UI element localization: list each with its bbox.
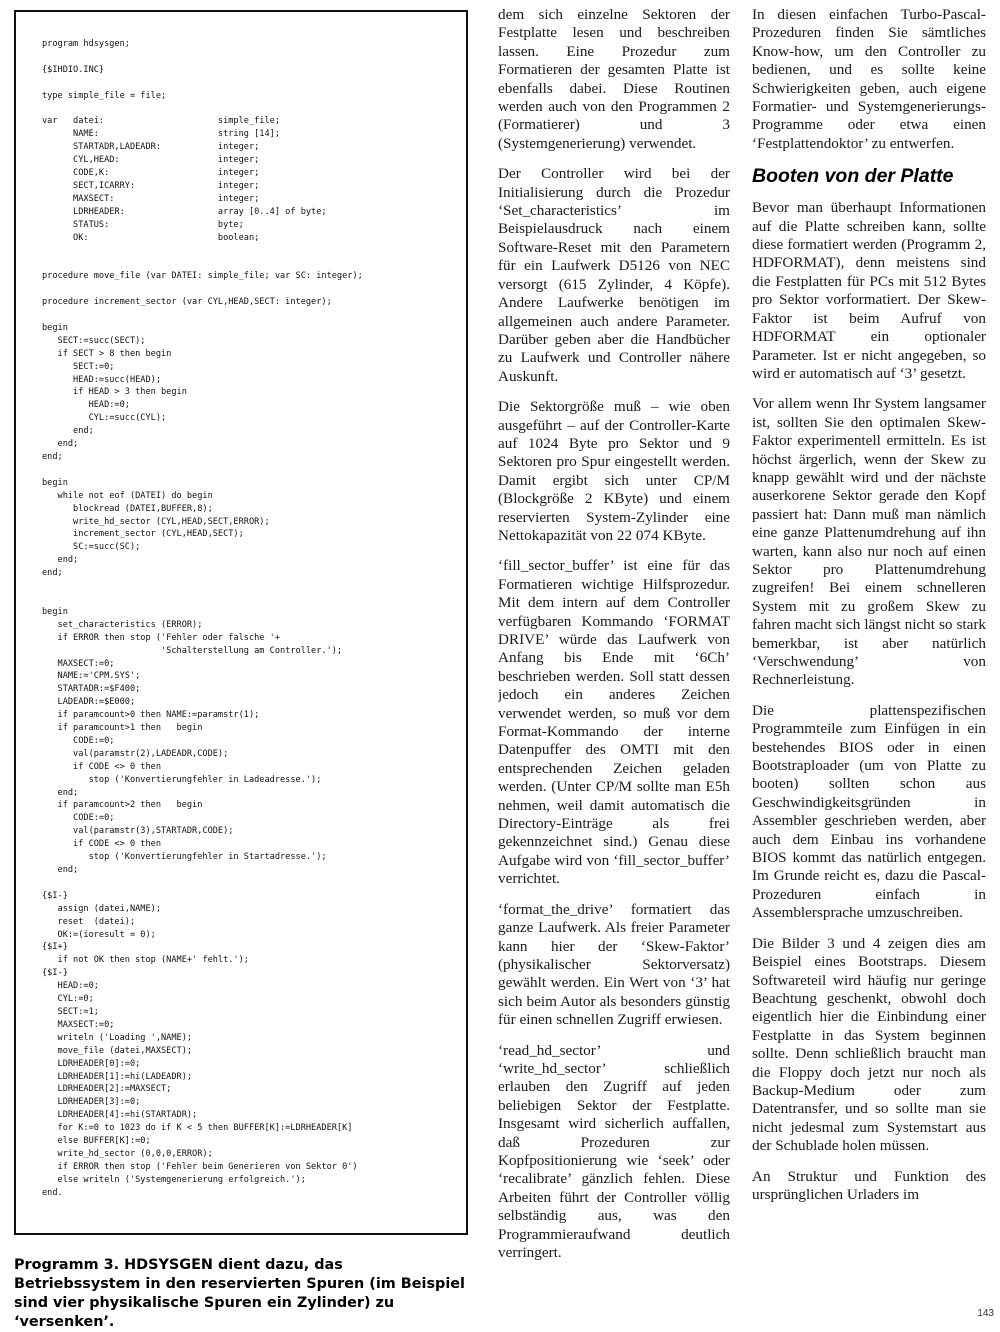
paragraph: Die Bilder 3 und 4 zeigen dies am Beispiel eines Bootstraps. Diesem Softwareteil wird häufig nur geringe Beachtung geschenkt, obwohl doch eigentlich hier die Einbindung einer Festplatte in das System beginnen sollte. Denn schließlich braucht man die Floppy doch jetzt nur noch als Backup-Medium oder zum Datentransfer, und so sollte man sie nicht jedesmal zum Systemstart aus der Schublade holen müssen. [752, 934, 986, 1155]
code-line [42, 283, 456, 296]
code-line: else BUFFER[K]:=0; [42, 1136, 151, 1147]
code-line: reset (datei); [42, 916, 136, 927]
code-line: LDRHEADER: array [0..4] of byte; [42, 206, 327, 217]
code-line: SECT:=0; [42, 361, 115, 372]
code-line: SC:=succ(SC); [42, 542, 141, 553]
code-line: assign (datei,NAME); [42, 903, 161, 914]
code-line [42, 103, 456, 116]
code-line: if paramcount>2 then begin [42, 800, 203, 811]
code-line: 'Schalterstellung am Controller.'); [42, 645, 343, 656]
paragraph: ‘fill_sector_buffer’ ist eine für das Formatieren wichtige Hilfsprozedur. Mit dem intern auf dem Controller verfügbaren Kommando ‘FORMAT DRIVE’ würde das Laufwerk von Anfang bis Ende mit ‘6Ch’ beschrieben werden. Soll statt dessen jedoch ein anderes Zeichen verwendet werden, so muß vor dem Format-Kommando der interne Datenpuffer des OMTI mit den entsprechenden Zeichen geladen werden. (Unter CP/M sollte man E5h nehmen, weil damit automatisch die Directory-Einträge als frei gekennzeichnet sind.) Genau diese Aufgabe wird von ‘fill_sector_buffer’ verrichtet. [498, 557, 730, 888]
code-line: MAXSECT: integer; [42, 193, 260, 204]
code-line: LDRHEADER[0]:=0; [42, 1058, 141, 1069]
code-line: if not OK then stop (NAME+' fehlt.'); [42, 955, 249, 966]
code-line [42, 593, 456, 606]
code-line: stop ('Konvertierungfehler in Ladeadresse.'); [42, 774, 322, 785]
code-line: if ERROR then stop ('Fehler beim Generieren von Sektor 0') [42, 1161, 358, 1172]
code-line: CYL:=succ(CYL); [42, 413, 167, 424]
code-line: var datei: simple_file; [42, 116, 280, 127]
paragraph: ‘format_the_drive’ formatiert das ganze Laufwerk. Als freier Parameter kann hier der ‘Skew-Faktor’ (physikalischer Sektorversatz) gewählt werden. Ein Wert von ‘3’ hat sich beim Autor als besonders günstig für einen schnellen Zugriff erwiesen. [498, 900, 730, 1029]
code-line: STATUS: byte; [42, 219, 244, 230]
code-line [42, 257, 456, 270]
code-line: end; [42, 439, 79, 450]
code-line: end; [42, 555, 79, 566]
code-line: if paramcount>0 then NAME:=paramstr(1); [42, 710, 260, 721]
article-column-right [752, 6, 986, 1318]
code-line: MAXSECT:=0; [42, 1019, 115, 1030]
code-line: SECT:=1; [42, 1006, 99, 1017]
code-line: end; [42, 787, 79, 798]
program-listing-code [42, 38, 456, 1200]
code-line: val(paramstr(2),LADEADR,CODE); [42, 748, 229, 759]
paragraph: Vor allem wenn Ihr System langsamer ist, sollten Sie den optimalen Skew-Faktor experimentell ermitteln. Es ist höchst ärgerlich, wenn der Skew zu knapp gewählt wird und der nächste auserkorene Sektor gerade den Kopf passiert hat: Dann muß man nämlich eine ganze Plattenumdrehung auf ihn warten, kann also nur noch auf einen Sektor pro Plattenumdrehung zugreifen! Bei einem schnelleren System mit zu großem Skew zu fahren macht sich längst nicht so stark bemerkbar, ist aber natürlich ‘Verschwendung’ von Rechnerleistung. [752, 395, 986, 689]
code-line [42, 77, 456, 90]
code-line: begin [42, 322, 68, 333]
code-line: HEAD:=succ(HEAD); [42, 374, 161, 385]
code-line: CYL,HEAD: integer; [42, 155, 260, 166]
paragraph: dem sich einzelne Sektoren der Festplatte lesen und beschreiben lassen. Eine Prozedur zum Formatieren der gesamten Platte ist ebenfalls dabei. Diese Routinen werden auch von den Programmen 2 (Formatierer) und 3 (Systemgenerierung) verwendet. [498, 6, 730, 152]
code-line: end; [42, 568, 63, 579]
code-line: STARTADR:=$F400; [42, 684, 141, 695]
paragraph: In diesen einfachen Turbo-Pascal-Prozeduren finden Sie sämtliches Know-how, um den Controller zu bedienen, und es sollte keine Schwierigkeiten geben, auch eigene Formatier- und Systemgenerierungs-Programme oder etwa einen ‘Festplattendoktor’ zu entwerfen. [752, 6, 986, 152]
code-line: LADEADR:=$E000; [42, 697, 136, 708]
code-line: program hdsysgen; [42, 39, 130, 49]
code-line [42, 51, 456, 64]
section-heading: Booten von der Platte [752, 165, 954, 188]
code-line: {$I-} [42, 968, 68, 979]
code-line: end; [42, 452, 63, 462]
code-line: procedure move_file (var DATEI: simple_file; var SC: integer); [42, 271, 363, 282]
code-line: increment_sector (CYL,HEAD,SECT); [42, 529, 244, 540]
code-line: if ERROR then stop ('Fehler oder falsche '+ [42, 632, 280, 643]
code-line: SECT,ICARRY: integer; [42, 180, 260, 191]
code-line: CODE,K: integer; [42, 168, 260, 179]
paragraph: An Struktur und Funktion des ursprünglichen Urladers im [752, 1167, 986, 1203]
code-line: blockread (DATEI,BUFFER,8); [42, 503, 213, 514]
code-line: while not eof (DATEI) do begin [42, 490, 213, 501]
code-line: LDRHEADER[2]:=MAXSECT; [42, 1084, 172, 1095]
code-line: else writeln ('Systemgenerierung erfolgreich.'); [42, 1174, 306, 1185]
code-line: writeln ('Loading ',NAME); [42, 1032, 193, 1043]
code-line [42, 309, 456, 322]
paragraph: Bevor man überhaupt Informationen auf die Platte schreiben kann, sollte diese formatiert werden (Programm 2, HDFORMAT), denn meistens sind die Festplatten für PCs mit 512 Bytes pro Sektor vorformatiert. Der Skew-Faktor ist beim Aufruf von HDFORMAT ein optionaler Parameter. Ist er nicht angegeben, so wird er automatisch auf ‘3’ gesetzt. [752, 199, 986, 382]
code-line: STARTADR,LADEADR: integer; [42, 142, 260, 153]
code-line: write_hd_sector (0,0,0,ERROR); [42, 1148, 213, 1159]
code-line: NAME:='CPM.SYS'; [42, 671, 141, 682]
code-line: procedure increment_sector (var CYL,HEAD,SECT: integer); [42, 297, 332, 308]
code-line: {$I-} [42, 890, 68, 901]
code-line: CYL:=0; [42, 994, 94, 1005]
code-line: for K:=0 to 1023 do if K < 5 then BUFFER[K]:=LDRHEADER[K] [42, 1123, 353, 1134]
code-line: CODE:=0; [42, 735, 115, 746]
code-line: if HEAD > 3 then begin [42, 387, 187, 398]
article-column-middle [498, 6, 730, 1318]
page-number: 143 [977, 1308, 994, 1319]
code-line: LDRHEADER[1]:=hi(LADEADR); [42, 1071, 193, 1082]
code-line: LDRHEADER[4]:=hi(STARTADR); [42, 1110, 198, 1121]
code-line: HEAD:=0; [42, 981, 99, 992]
paragraph: Die Sektorgröße muß – wie oben ausgeführt – auf der Controller-Karte auf 1024 Byte pro Sektor und 9 Sektoren pro Spur eingestellt werden. Damit ergibt sich unter CP/M (Blockgröße 2 KByte) und einem reservierten System-Zylinder eine Nettokapazität von 22 074 KByte. [498, 398, 730, 544]
code-line: {$I+} [42, 942, 68, 953]
code-line: move_file (datei,MAXSECT); [42, 1045, 193, 1056]
code-line: MAXSECT:=0; [42, 658, 115, 669]
code-line: HEAD:=0; [42, 400, 130, 411]
code-line: CODE:=0; [42, 813, 115, 824]
listing-caption: Programm 3. HDSYSGEN dient dazu, das Betriebssystem in den reservierten Spuren (im Beispiel sind vier physikalische Spuren ein Zylinder) zu ‘versenken’. [14, 1257, 465, 1330]
code-line [42, 464, 456, 477]
code-line: if SECT > 8 then begin [42, 348, 172, 359]
code-line: if CODE <> 0 then [42, 839, 161, 850]
code-line: type simple_file = file; [42, 90, 167, 101]
code-line: begin [42, 477, 68, 488]
code-line: SECT:=succ(SECT); [42, 335, 146, 346]
code-line: set_characteristics (ERROR); [42, 619, 203, 630]
code-line: if paramcount>1 then begin [42, 723, 203, 734]
code-line: end. [42, 1187, 63, 1198]
code-line: begin [42, 606, 68, 617]
code-line: val(paramstr(3),STARTADR,CODE); [42, 826, 234, 837]
code-line: NAME: string [14]; [42, 129, 280, 140]
code-line: if CODE <> 0 then [42, 761, 161, 772]
paragraph: ‘read_hd_sector’ und ‘write_hd_sector’ schließlich erlauben den Zugriff auf jeden beliebigen Sektor der Festplatte. Insgesamt wird sicherlich auffallen, daß Prozeduren zur Kopfpositionierung wie ‘seek’ oder ‘recalibrate’ gänzlich fehlen. Diese Arbeiten führt der Controller völlig selbständig aus, was den Programmieraufwand deutlich verringert. [498, 1041, 730, 1261]
code-line: OK: boolean; [42, 232, 260, 243]
code-line: stop ('Konvertierungfehler in Startadresse.'); [42, 852, 327, 863]
code-line: LDRHEADER[3]:=0; [42, 1097, 141, 1108]
program-listing-box [14, 10, 468, 1235]
code-line: end; [42, 865, 79, 875]
paragraph: Die plattenspezifischen Programmteile zum Einfügen in ein bestehendes BIOS oder in einen Bootstraploader (um von Platte zu booten) sollten schon aus Geschwindigkeitsgründen in Assembler geschrieben werden, aber auch dem Einbau ins vorhandene BIOS kommt das natürlich entgegen. Im Grunde reicht es, dazu die Pascal-Prozeduren einfach in Assemblersprache umzuschreiben. [752, 701, 986, 922]
code-line [42, 245, 456, 258]
code-line: write_hd_sector (CYL,HEAD,SECT,ERROR); [42, 516, 270, 527]
code-line [42, 877, 456, 890]
paragraph: Der Controller wird bei der Initialisierung durch die Prozedur ‘Set_characteristics’ im Beispielausdruck nach einem Software-Reset mit den Parametern für ein Laufwerk D5126 von NEC versorgt (615 Zylinder, 4 Köpfe). Andere Laufwerke benötigen im allgemeinen auch andere Parameter. Darüber geben aber die Handbücher zu Laufwerk und Controller nähere Auskunft. [498, 165, 730, 385]
code-line: OK:=(ioresult = 0); [42, 929, 156, 940]
code-line [42, 580, 456, 593]
code-line: end; [42, 426, 94, 437]
code-line: {$IHDIO.INC} [42, 64, 105, 75]
